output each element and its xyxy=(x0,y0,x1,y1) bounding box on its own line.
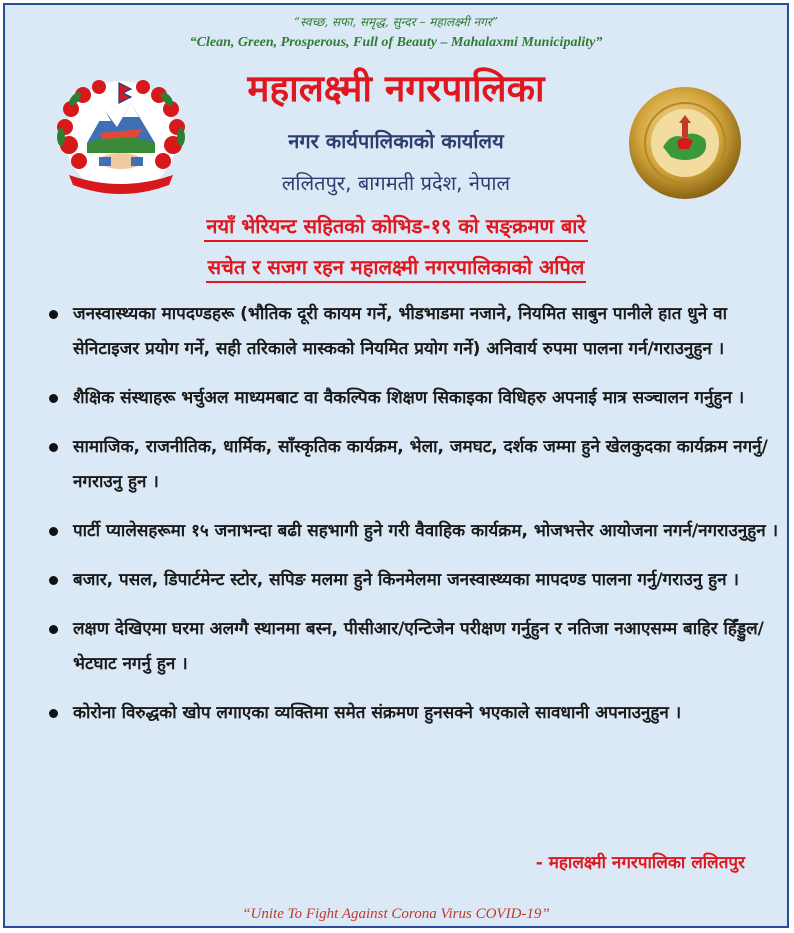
notice-text: सामाजिक, राजनीतिक, धार्मिक, साँस्कृतिक कार्यक्रम, भेला, जमघट, दर्शक जम्मा हुने खेलकुदका कार्यक्रम नगर्नु/नगराउनु हुन । xyxy=(73,437,768,492)
office-address: ललितपुर, बागमती प्रदेश, नेपाल xyxy=(281,171,511,195)
notice-text: कोरोना विरुद्धको खोप लगाएका व्यक्तिमा समेत संक्रमण हुनसक्ने भएकाले सावधानी अपनाउनुहुन । xyxy=(73,703,682,723)
office-name: नगर कार्यपालिकाको कार्यालय xyxy=(288,129,504,153)
notice-item xyxy=(39,381,779,416)
appeal-headline-2 xyxy=(5,253,787,280)
appeal-headline-1-text: नयाँ भेरियन्ट सहितको कोभिड-१९ को सङ्क्रमण बारे xyxy=(204,214,587,242)
notice-text: शैक्षिक संस्थाहरू भर्चुअल माध्यमबाट वा वैकल्पिक शिक्षण सिकाइका विधिहरु अपनाई मात्र सञ्चालन गर्नुहुन । xyxy=(73,388,745,408)
notice-text: लक्षण देखिएमा घरमा अलग्गै स्थानमा बस्न, पीसीआर/एन्टिजेन परीक्षण गर्नुहुन र नतिजा नआएसम्म बाहिर हिँड्डुल/भेटघाट नगर्नु हुन । xyxy=(73,619,764,674)
notice-item xyxy=(39,563,779,598)
signature: - महालक्ष्मी नगरपालिका ललितपुर xyxy=(535,853,745,873)
municipality-seal-icon xyxy=(627,85,743,201)
bullet-icon xyxy=(49,625,58,634)
notice-frame xyxy=(3,3,789,928)
bullet-icon xyxy=(49,443,58,452)
municipality-title: महालक्ष्मी नगरपालिका xyxy=(247,67,545,110)
notice-text: पार्टी प्यालेसहरूमा १५ जनाभन्दा बढी सहभागी हुने गरी वैवाहिक कार्यक्रम, भोजभत्तेर आयोजना नगर्न/नगराउनुहुन । xyxy=(73,521,779,541)
appeal-headline-1 xyxy=(5,212,787,239)
notice-item xyxy=(39,612,779,682)
motto-english: “Clean, Green, Prosperous, Full of Beauty – Mahalaxmi Municipality” xyxy=(189,35,603,50)
notice-item xyxy=(39,430,779,500)
notice-item xyxy=(39,514,779,549)
appeal-headline-2-text: सचेत र सजग रहन महालक्ष्मी नगरपालिकाको अपिल xyxy=(206,255,587,283)
bullet-icon xyxy=(49,576,58,585)
motto-nepali: “स्वच्छ, सफा, समृद्ध, सुन्दर – महालक्ष्मी नगर” xyxy=(294,15,498,29)
notice-item xyxy=(39,297,779,367)
notice-text: बजार, पसल, डिपार्टमेन्ट स्टोर, सपिङ मलमा हुने किनमेलमा जनस्वास्थ्यका मापदण्ड पालना गर्नु/गराउनु हुन । xyxy=(73,570,739,590)
bullet-icon xyxy=(49,394,58,403)
footer-slogan: “Unite To Fight Against Corona Virus COVID-19” xyxy=(242,906,550,922)
bullet-icon xyxy=(49,527,58,536)
bullet-icon xyxy=(49,310,58,319)
notice-item xyxy=(39,696,779,731)
bullet-icon xyxy=(49,709,58,718)
notice-list xyxy=(39,297,779,745)
notice-text: जनस्वास्थ्यका मापदण्डहरू (भौतिक दूरी कायम गर्ने, भीडभाडमा नजाने, नियमित साबुन पानीले हात धुने वा सेनिटाइजर प्रयोग गर्ने, सही तरिकाले मास्कको नियमित प्रयोग गर्ने) अनिवार्य रुपमा पालना गर्न/गराउनुहुन । xyxy=(73,304,727,359)
